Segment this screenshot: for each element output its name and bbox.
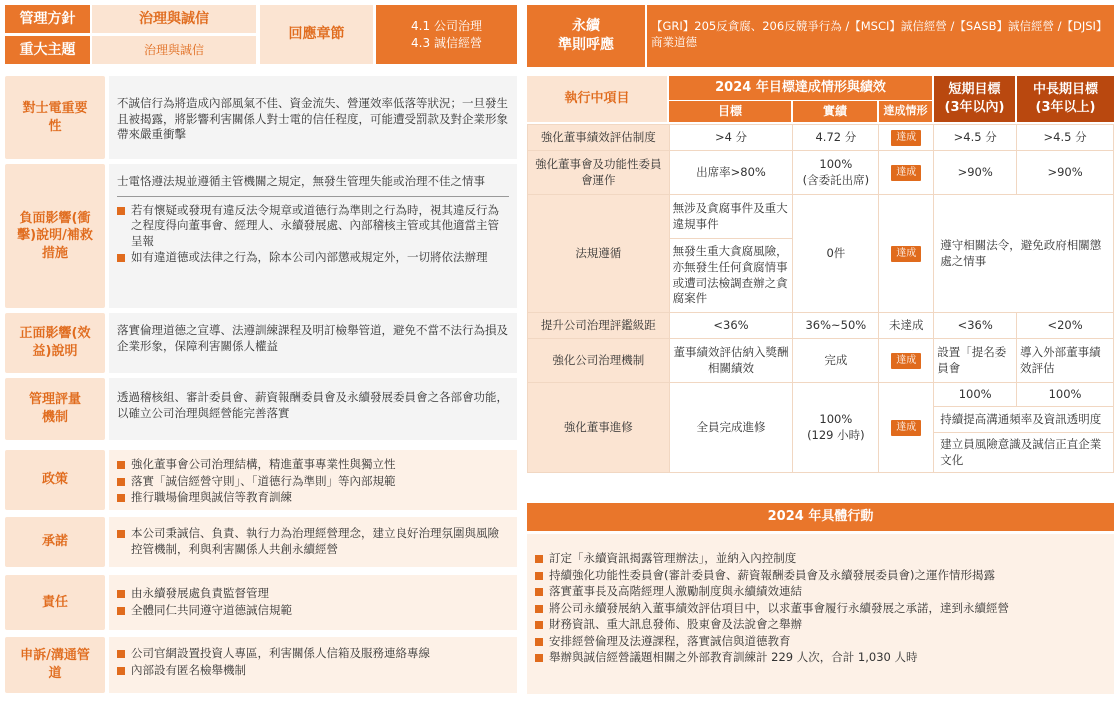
- list-item: [535, 617, 1106, 633]
- responsibility-label: 責任: [5, 575, 105, 630]
- row-perf-2: (含委託出席): [802, 172, 870, 187]
- list-item: [535, 650, 1106, 666]
- row-status: 未達成: [879, 313, 934, 339]
- table-row: [528, 383, 1114, 407]
- positive-text: 落實倫理道德之宣導、法遵訓練課程及明訂檢舉管道，避免不當不法行為損及企業形象，保障利害關係人權益: [109, 313, 517, 373]
- actions-list: [527, 534, 1114, 694]
- header-perf: 實績: [793, 101, 877, 122]
- row-perf-1: 100%: [819, 156, 853, 171]
- standards-label: [527, 5, 645, 67]
- negative-bullet-text: 若有懷疑或發現有違反法令規章或道德行為準則之行為時，視其違反行為之程度得向董事會、經理人、永續發展處、內部稽核主管或其他適當主管呈報: [131, 202, 499, 248]
- negative-content: [109, 164, 517, 308]
- appeal-bullet: [117, 663, 509, 679]
- row-perf: 4.72 分: [793, 125, 879, 151]
- list-item: [535, 634, 1106, 650]
- chapter-label: 回應章節: [260, 5, 373, 64]
- status-badge: 達成: [891, 420, 921, 436]
- standards-label-1: 永續: [572, 18, 600, 35]
- status-badge: 達成: [891, 246, 921, 262]
- row-goal: 遵守相關法令，避免政府相關懲處之情事: [934, 195, 1114, 313]
- positive-label: 正面影響(效益)說明: [5, 313, 105, 373]
- row-goal: 持續提高溝通頻率及資訊透明度: [934, 407, 1114, 433]
- chapter-values: [376, 5, 517, 64]
- topic-label: 重大主題: [5, 36, 90, 64]
- header-status: 達成情形: [879, 101, 932, 122]
- appeal-content: [109, 637, 517, 693]
- commitment-bullet-text: 本公司秉誠信、負責、執行力為治理經營理念，建立良好治理氛圍與風險控管機制，利與利害關係人共創永續經營: [131, 526, 499, 556]
- header-2024: 2024 年目標達成情形與績效: [669, 76, 932, 100]
- status-badge: 達成: [891, 165, 921, 181]
- appeal-bullet: [117, 646, 509, 662]
- header-mid-2: (3年以上): [1035, 100, 1096, 115]
- header-mid: [1017, 76, 1114, 122]
- commitment-content: [109, 517, 517, 567]
- mgmt-label: 管理方針: [5, 5, 90, 33]
- table-row: [528, 195, 1114, 239]
- negative-bullet: [117, 203, 509, 250]
- policy-content: [109, 450, 517, 510]
- goals-table: [527, 124, 1114, 473]
- row-mid: <20%: [1017, 313, 1114, 339]
- importance-row: [5, 76, 517, 159]
- header-mid-1: 中長期目標: [1032, 82, 1098, 98]
- row-goal: 建立員風險意識及誠信正直企業文化: [934, 433, 1114, 473]
- policy-bullet: [117, 457, 509, 473]
- standards-label-2: 準則呼應: [558, 37, 614, 53]
- row-target: >4 分: [669, 125, 793, 151]
- list-item: [535, 568, 1106, 584]
- appeal-bullet-text: 公司官網設置投資人專區，利害關係人信箱及服務連絡專線: [131, 646, 430, 660]
- policy-bullet-text: 強化董事會公司治理結構，精進董事專業性與獨立性: [131, 457, 396, 471]
- table-row: [528, 339, 1114, 383]
- row-perf: 0件: [793, 195, 879, 313]
- status-badge: 達成: [891, 130, 921, 146]
- commitment-bullet: [117, 526, 509, 557]
- responsibility-content: [109, 575, 517, 630]
- row-mid: >90%: [1017, 151, 1114, 195]
- responsibility-bullet: [117, 603, 509, 619]
- row-status: [879, 383, 934, 473]
- row-perf: [793, 151, 879, 195]
- table-row: [528, 313, 1114, 339]
- row-item: 強化董事進修: [528, 383, 670, 473]
- actions-title: 2024 年具體行動: [527, 503, 1114, 531]
- importance-text: 不誠信行為將造成內部風氣不佳、資金流失、營運效率低落等狀況；一旦發生且被揭露，將影響利害關係人對士電的信任程度，可能遭受罰款及對企業形象帶來嚴重衝擊: [109, 76, 517, 159]
- policy-row: [5, 450, 517, 510]
- negative-label: 負面影響(衝擊)說明/補救措施: [5, 164, 105, 308]
- policy-bullet-text: 落實「誠信經營守則」、「道德行為準則」等內部規範: [131, 473, 396, 488]
- responsibility-bullet: [117, 586, 509, 602]
- list-item: [535, 584, 1106, 600]
- table-row: [528, 151, 1114, 195]
- evaluation-label: 管理評量機制: [5, 378, 105, 440]
- chapter-line-2: 4.3 誠信經營: [411, 35, 482, 50]
- row-status: [879, 339, 934, 383]
- action-text: 將公司永續發展納入董事績效評估項目中，以求董事會履行永續發展之承諾，達到永續經營: [549, 600, 1009, 615]
- header-short-2: (3年以內): [944, 100, 1005, 115]
- row-target: 無發生重大貪腐風險，亦無發生任何貪腐情事或遭司法檢調查辦之貪腐案件: [669, 239, 793, 313]
- negative-bullet-text: 如有違道德或法律之行為，除本公司內部懲戒規定外，一切將依法辦理: [131, 250, 488, 265]
- standards-value: 【GRI】205反貪腐、206反競爭行為 /【MSCI】誠信經營 /【SASB】誠信經營 /【DJSI】商業道德: [647, 5, 1114, 67]
- evaluation-text: 透過稽核組、審計委員會、薪資報酬委員會及永續發展委員會之各部會功能，以確立公司治理與經營能完善落實: [109, 378, 517, 440]
- row-mid: >4.5 分: [1017, 125, 1114, 151]
- header-short-1: 短期目標: [948, 82, 1001, 98]
- row-short: <36%: [934, 313, 1017, 339]
- evaluation-row: [5, 378, 517, 440]
- responsibility-bullet-text: 全體同仁共同遵守道德誠信規範: [131, 602, 292, 617]
- list-item: [535, 551, 1106, 567]
- appeal-label: 申訴/溝通管道: [5, 637, 105, 693]
- row-item: 提升公司治理評鑑級距: [528, 313, 670, 339]
- row-short: 設置「提名委員會: [934, 339, 1017, 383]
- header-target: 目標: [669, 101, 791, 122]
- negative-text: 士電恪遵法規並遵循主管機關之規定，無發生管理失能或治理不佳之情事: [117, 174, 485, 188]
- appeal-bullet-text: 內部設有匿名檢舉機制: [131, 662, 246, 677]
- commitment-row: [5, 517, 517, 567]
- row-target: 董事績效評估納入獎酬相關績效: [669, 339, 793, 383]
- action-text: 財務資訊、重大訊息發佈、股東會及法說會之舉辦: [549, 617, 802, 632]
- policy-bullet: [117, 474, 509, 490]
- action-text: 訂定「永續資訊揭露管理辦法」，並納入內控制度: [549, 551, 797, 565]
- action-text: 安排經營倫理及法遵課程，落實誠信與道德教育: [549, 633, 791, 648]
- row-item: 強化董事會及功能性委員會運作: [528, 151, 670, 195]
- policy-bullet-text: 推行職場倫理與誠信等教育訓練: [131, 490, 292, 505]
- row-mid: 100%: [1017, 383, 1114, 407]
- row-short: >90%: [934, 151, 1017, 195]
- row-perf: 完成: [793, 339, 879, 383]
- row-item: 強化公司治理機制: [528, 339, 670, 383]
- row-target: 無涉及貪腐事件及重大違規事件: [669, 195, 793, 239]
- negative-row: [5, 164, 517, 308]
- row-short: >4.5 分: [934, 125, 1017, 151]
- header-items: 執行中項目: [527, 76, 667, 122]
- row-perf: 36%~50%: [793, 313, 879, 339]
- row-status: [879, 125, 934, 151]
- commitment-label: 承諾: [5, 517, 105, 567]
- policy-bullet: [117, 490, 509, 506]
- row-status: [879, 195, 934, 313]
- policy-label: 政策: [5, 450, 105, 510]
- responsibility-bullet-text: 由永續發展處負責監督管理: [131, 586, 269, 600]
- importance-label: 對士電重要性: [5, 76, 105, 159]
- row-target: 全員完成進修: [669, 383, 793, 473]
- row-perf-1: 100%: [819, 411, 853, 426]
- appeal-row: [5, 637, 517, 693]
- row-short: 100%: [934, 383, 1017, 407]
- table-row: [528, 125, 1114, 151]
- action-text: 落實董事長及高階經理人激勵制度與永續績效連結: [549, 584, 802, 599]
- row-target: 出席率>80%: [669, 151, 793, 195]
- row-perf-2: (129 小時): [807, 427, 865, 442]
- header-short: [934, 76, 1015, 122]
- row-mid: 導入外部董事績效評估: [1017, 339, 1114, 383]
- action-text: 舉辦與誠信經營議題相關之外部教育訓練計 229 人次，合計 1,030 人時: [549, 650, 918, 665]
- responsibility-row: [5, 575, 517, 630]
- positive-row: [5, 313, 517, 373]
- action-text: 持續強化功能性委員會(審計委員會、薪資報酬委員會及永續發展委員會)之運作情形揭露: [549, 567, 995, 582]
- row-status: [879, 151, 934, 195]
- list-item: [535, 601, 1106, 617]
- chapter-line-1: 4.1 公司治理: [411, 19, 482, 34]
- row-item: 強化董事績效評估制度: [528, 125, 670, 151]
- row-item: 法規遵循: [528, 195, 670, 313]
- row-perf: [793, 383, 879, 473]
- row-target: <36%: [669, 313, 793, 339]
- mgmt-value: 治理與誠信: [92, 5, 256, 33]
- negative-bullet: [117, 250, 509, 266]
- topic-value: 治理與誠信: [92, 36, 256, 64]
- status-badge: 達成: [891, 353, 921, 369]
